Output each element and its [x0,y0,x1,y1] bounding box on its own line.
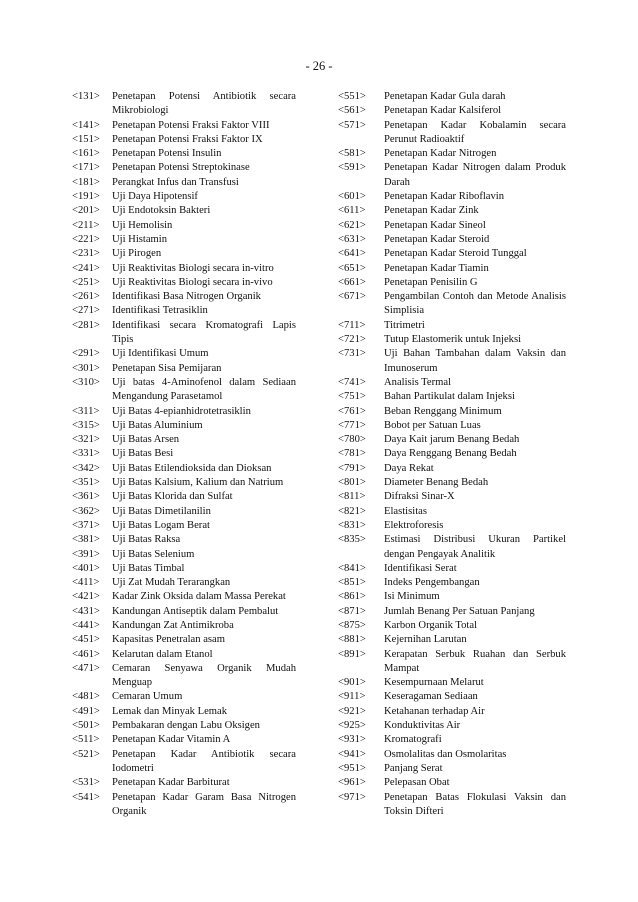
chapter-code: <310> [72,376,100,388]
chapter-title: Kejernihan Larutan [384,634,467,646]
list-item [72,419,296,433]
chapter-title: Analisis Termal [384,376,452,388]
list-item [338,290,566,319]
list-item [72,462,296,476]
chapter-title: Kandungan Antiseptik dalam Pembalut [112,605,279,617]
list-item [338,762,566,776]
chapter-code: <231> [72,248,100,260]
list-item [72,733,296,747]
chapter-code: <901> [338,677,366,689]
chapter-code: <811> [338,491,366,503]
chapter-code: <501> [72,720,100,732]
chapter-title: Bahan Partikulat dalam Injeksi [384,391,515,403]
chapter-code: <241> [72,262,100,274]
chapter-code: <671> [338,291,366,303]
chapter-title: Uji Batas Timbal [112,562,185,574]
list-item [338,748,566,762]
chapter-code: <835> [338,534,366,546]
list-item [338,705,566,719]
chapter-code: <861> [338,591,366,603]
list-item [338,590,566,604]
list-item [338,433,566,447]
chapter-code: <891> [338,648,366,660]
chapter-title: Daya Renggang Benang Bedah [384,448,517,460]
chapter-code: <951> [338,762,366,774]
list-item [72,147,296,161]
chapter-code: <371> [72,519,100,531]
list-item [72,719,296,733]
list-item [338,405,566,419]
chapter-title: Uji Batas Klorida dan Sulfat [112,491,233,503]
chapter-title: Osmolalitas dan Osmolaritas [384,748,507,760]
chapter-title: Penetapan Kadar Sineol [384,219,486,231]
chapter-code: <421> [72,591,100,603]
list-item [72,347,296,361]
list-item [338,319,566,333]
chapter-title: Pengambilan Contoh dan Metode Analisis Simplisia [384,291,566,317]
chapter-title: Pelepasan Obat [384,777,450,789]
chapter-title: Identifikasi secara Kromatografi Lapis Tipis [112,319,296,346]
chapter-code: <821> [338,505,366,517]
chapter-title: Kromatografi [384,734,442,746]
chapter-code: <731> [338,348,366,360]
chapter-code: <331> [72,448,100,460]
list-item [338,333,566,347]
chapter-code: <621> [338,219,366,231]
chapter-code: <791> [338,462,366,474]
chapter-code: <431> [72,605,100,617]
list-item [72,433,296,447]
chapter-code: <971> [338,791,366,803]
chapter-title: Kesempurnaan Melarut [384,677,484,689]
chapter-code: <601> [338,191,366,203]
chapter-title: Uji Histamin [112,233,168,245]
chapter-title: Penetapan Potensi Streptokinase [112,162,250,174]
chapter-title: Uji Bahan Tambahan dalam Vaksin dan Imunoserum [384,348,566,374]
chapter-title: Uji batas 4-Aminofenol dalam Sediaan Mengandung Parasetamol [112,376,296,403]
list-item [338,347,566,376]
list-item [72,605,296,619]
chapter-code: <921> [338,705,366,717]
list-item [72,590,296,604]
list-item [72,204,296,218]
chapter-code: <780> [338,434,366,446]
chapter-title: Konduktivitas Air [384,720,461,732]
chapter-code: <362> [72,505,100,517]
chapter-title: Perangkat Infus dan Transfusi [112,176,239,188]
list-item [72,262,296,276]
chapter-title: Uji Batas Logam Berat [112,519,210,531]
chapter-title: Indeks Pengembangan [384,577,480,589]
chapter-title: Penetapan Kadar Steroid Tunggal [384,248,527,260]
chapter-title: Elastisitas [384,505,427,517]
chapter-title: Penetapan Kadar Nitrogen [384,148,497,160]
chapter-title: Penetapan Kadar Barbiturat [112,777,230,789]
list-item [338,147,566,161]
chapter-title: Penetapan Kadar Zink [384,205,479,217]
list-item [338,776,566,790]
chapter-code: <741> [338,376,366,388]
chapter-code: <271> [72,305,100,317]
chapter-title: Cemaran Umum [112,691,183,703]
chapter-title: Uji Reaktivitas Biologi secara in-vitro [112,262,274,274]
chapter-title: Penetapan Potensi Fraksi Faktor IX [112,133,263,145]
list-item [338,533,566,562]
chapter-code: <875> [338,619,366,631]
chapter-code: <161> [72,148,100,160]
chapter-code: <531> [72,777,100,789]
chapter-code: <781> [338,448,366,460]
chapter-code: <351> [72,477,100,489]
chapter-code: <631> [338,233,366,245]
chapter-title: Diameter Benang Bedah [384,477,489,489]
chapter-code: <411> [72,577,100,589]
list-item [338,219,566,233]
chapter-code: <801> [338,477,366,489]
chapter-code: <381> [72,534,100,546]
chapter-code: <281> [72,319,100,331]
list-item [72,648,296,662]
chapter-title: Kandungan Zat Antimikroba [112,619,234,631]
list-item [338,505,566,519]
chapter-code: <251> [72,276,100,288]
chapter-title: Identifikasi Basa Nitrogen Organik [112,291,261,303]
list-item [72,562,296,576]
list-item [338,490,566,504]
chapter-title: Uji Batas Besi [112,448,174,460]
chapter-title: Estimasi Distribusi Ukuran Partikel dengan Pengayak Analitik [384,534,566,560]
list-item [338,262,566,276]
chapter-title: Panjang Serat [384,762,443,774]
chapter-code: <751> [338,391,366,403]
chapter-title: Difraksi Sinar-X [384,491,455,503]
chapter-code: <151> [72,133,100,145]
chapter-code: <471> [72,662,100,674]
chapter-code: <771> [338,419,366,431]
chapter-title: Uji Endotoksin Bakteri [112,205,211,217]
list-item [338,476,566,490]
chapter-code: <191> [72,191,100,203]
list-item [72,219,296,233]
chapter-code: <491> [72,705,100,717]
list-item [338,605,566,619]
chapter-title: Cemaran Senyawa Organik Mudah Menguap [112,662,296,689]
chapter-code: <925> [338,720,366,732]
list-item [72,776,296,790]
chapter-code: <315> [72,419,100,431]
chapter-code: <831> [338,519,366,531]
list-item [72,362,296,376]
list-item [338,161,566,190]
chapter-code: <481> [72,691,100,703]
chapter-title: Uji Hemolisin [112,219,173,231]
list-item [72,705,296,719]
list-item [72,576,296,590]
chapter-code: <841> [338,562,366,574]
chapter-code: <131> [72,91,100,102]
chapter-code: <391> [72,548,100,560]
chapter-code: <541> [72,791,100,803]
chapter-code: <651> [338,262,366,274]
list-item [338,619,566,633]
left-column [72,90,296,819]
chapter-title: Isi Minimum [384,591,440,603]
right-column [338,90,566,819]
chapter-code: <581> [338,148,366,160]
chapter-code: <171> [72,162,100,174]
list-item [338,104,566,118]
chapter-title: Penetapan Kadar Vitamin A [112,734,231,746]
chapter-title: Penetapan Kadar Steroid [384,233,490,245]
list-item [338,204,566,218]
list-item [72,548,296,562]
list-item [338,190,566,204]
list-item [72,276,296,290]
list-item [72,233,296,247]
chapter-code: <641> [338,248,366,260]
chapter-code: <291> [72,348,100,360]
chapter-title: Penetapan Kadar Kalsiferol [384,105,502,117]
list-item [72,690,296,704]
chapter-code: <361> [72,491,100,503]
list-item [72,619,296,633]
list-item [338,633,566,647]
chapter-title: Uji Batas Selenium [112,548,195,560]
chapter-code: <591> [338,162,366,174]
chapter-title: Penetapan Kadar Antibiotik secara Iodometri [112,748,296,774]
list-item [338,676,566,690]
list-item [72,247,296,261]
chapter-title: Uji Batas Raksa [112,534,181,546]
chapter-title: Penetapan Sisa Pemijaran [112,362,222,374]
chapter-code: <451> [72,634,100,646]
chapter-title: Uji Pirogen [112,248,162,260]
chapter-code: <141> [72,119,100,131]
chapter-code: <401> [72,562,100,574]
chapter-code: <961> [338,777,366,789]
chapter-code: <611> [338,205,366,217]
chapter-code: <561> [338,105,366,117]
chapter-title: Lemak dan Minyak Lemak [112,705,228,717]
list-item [338,390,566,404]
chapter-code: <911> [338,691,366,703]
chapter-title: Daya Kait jarum Benang Bedah [384,434,520,446]
chapter-title: Ketahanan terhadap Air [384,705,485,717]
list-item [338,719,566,733]
list-item [72,476,296,490]
chapter-title: Uji Batas Arsen [112,434,180,446]
chapter-title: Uji Batas Dimetilanilin [112,505,211,517]
chapter-title: Kapasitas Penetralan asam [112,634,225,646]
chapter-code: <931> [338,734,366,746]
list-item [338,791,566,820]
chapter-title: Penetapan Kadar Nitrogen dalam Produk Darah [384,162,566,188]
chapter-code: <301> [72,362,100,374]
chapter-title: Identifikasi Tetrasiklin [112,305,208,317]
chapter-code: <521> [72,748,100,760]
list-item [72,304,296,318]
chapter-title: Uji Batas Etilendioksida dan Dioksan [112,462,272,474]
chapter-title: Uji Batas 4-epianhidrotetrasiklin [112,405,251,417]
chapter-title: Penetapan Penisilin G [384,276,478,288]
chapter-title: Kelarutan dalam Etanol [112,648,213,660]
chapter-code: <871> [338,605,366,617]
chapter-title: Beban Renggang Minimum [384,405,502,417]
chapter-title: Penetapan Potensi Insulin [112,148,222,160]
chapter-code: <551> [338,91,366,102]
list-item [72,90,296,119]
chapter-title: Penetapan Kadar Garam Basa Nitrogen Organik [112,791,296,817]
chapter-title: Penetapan Kadar Riboflavin [384,191,505,203]
page-number: - 26 - [305,59,333,73]
chapter-code: <211> [72,219,100,231]
list-item [72,533,296,547]
chapter-code: <321> [72,434,100,446]
list-item [72,190,296,204]
chapter-title: Bobot per Satuan Luas [384,419,481,431]
chapter-title: Karbon Organik Total [384,619,478,631]
list-item [338,733,566,747]
chapter-title: Uji Daya Hipotensif [112,191,198,203]
chapter-code: <461> [72,648,100,660]
chapter-title: Kerapatan Serbuk Ruahan dan Serbuk Mampat [384,648,566,674]
chapter-title: Penetapan Kadar Gula darah [384,91,506,102]
list-item [72,633,296,647]
chapter-code: <851> [338,577,366,589]
chapter-title: Penetapan Kadar Kobalamin secara Perunut Radioaktif [384,119,566,145]
chapter-title: Daya Rekat [384,462,434,474]
chapter-code: <201> [72,205,100,217]
list-item [338,90,566,104]
list-item [338,247,566,261]
list-item [338,519,566,533]
list-item [72,290,296,304]
chapter-code: <941> [338,748,366,760]
list-item [72,748,296,777]
list-item [338,447,566,461]
chapter-code: <711> [338,319,366,331]
list-item [72,176,296,190]
chapter-title: Keseragaman Sediaan [384,691,478,703]
list-item [72,161,296,175]
list-item [72,133,296,147]
chapter-code: <761> [338,405,366,417]
list-item [338,576,566,590]
chapter-title: Uji Batas Kalsium, Kalium dan Natrium [112,477,284,489]
chapter-code: <221> [72,233,100,245]
list-item [338,276,566,290]
list-item [72,319,296,348]
list-item [338,690,566,704]
chapter-title: Jumlah Benang Per Satuan Panjang [384,605,535,617]
list-item [72,505,296,519]
chapter-code: <181> [72,176,100,188]
chapter-title: Tutup Elastomerik untuk Injeksi [384,334,522,346]
list-item [72,447,296,461]
chapter-title: Identifikasi Serat [384,562,457,574]
chapter-title: Penetapan Potensi Fraksi Faktor VIII [112,119,270,131]
chapter-code: <342> [72,462,100,474]
list-item [72,490,296,504]
chapter-code: <261> [72,291,100,303]
chapter-title: Penetapan Batas Flokulasi Vaksin dan Toksin Difteri [384,791,566,817]
list-item [72,519,296,533]
chapter-title: Pembakaran dengan Labu Oksigen [112,720,260,732]
chapter-title: Penetapan Kadar Tiamin [384,262,489,274]
chapter-code: <721> [338,334,366,346]
list-item [72,119,296,133]
chapter-title: Uji Zat Mudah Terarangkan [112,577,231,589]
chapter-title: Penetapan Potensi Antibiotik secara Mikrobiologi [112,91,296,117]
chapter-code: <311> [72,405,100,417]
chapter-title: Kadar Zink Oksida dalam Massa Perekat [112,591,286,603]
list-item [338,462,566,476]
list-item [72,791,296,820]
chapter-title: Titrimetri [384,319,425,331]
list-item [338,648,566,677]
list-item [72,376,296,405]
list-item [338,562,566,576]
chapter-title: Elektroforesis [384,519,444,531]
chapter-title: Uji Identifikasi Umum [112,348,209,360]
chapter-code: <661> [338,276,366,288]
chapter-code: <441> [72,619,100,631]
chapter-title: Uji Batas Aluminium [112,419,203,431]
chapter-code: <571> [338,119,366,131]
list-item [338,119,566,148]
list-item [338,233,566,247]
chapter-code: <511> [72,734,100,746]
chapter-code: <881> [338,634,366,646]
chapter-title: Uji Reaktivitas Biologi secara in-vivo [112,276,273,288]
list-item [72,662,296,691]
list-item [338,376,566,390]
list-item [338,419,566,433]
list-item [72,405,296,419]
